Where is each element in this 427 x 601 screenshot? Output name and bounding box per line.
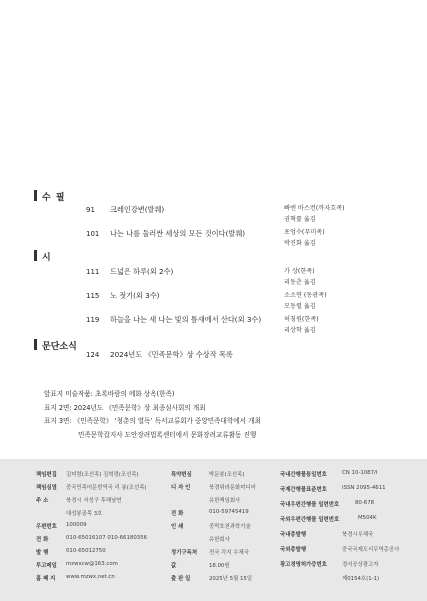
- toc-entry-translator: 모동렬 옮김: [284, 303, 316, 310]
- toc-entry-translator: 리상학 옮김: [284, 327, 316, 334]
- section-title: 문단소식: [42, 342, 77, 352]
- colophon-label: 전 화: [36, 537, 49, 543]
- colophon-label: 국내간행물통일번호: [280, 472, 327, 478]
- colophon-label: 특약편심: [171, 472, 192, 478]
- colophon-value: 중국국제도서무역총공사: [342, 547, 400, 553]
- colophon-label: 투고메일: [36, 563, 57, 569]
- colophon-value: 김미령(조선족) 김혁령(조선족): [66, 472, 139, 478]
- colophon-value: CN 10-1087/I: [342, 470, 378, 476]
- cover-notes: [44, 388, 261, 442]
- colophon-label: 책임편집: [36, 472, 57, 478]
- colophon-value: 100009: [66, 522, 87, 528]
- colophon-value: 전국 각지 우체국: [209, 550, 249, 556]
- note-line: 민족문학잡지사 도안장려법록센터에서 문화장려교류활동 진행: [78, 430, 257, 439]
- section-marker: [34, 339, 37, 350]
- colophon-label: 홈 페 지: [36, 576, 56, 582]
- colophon-value: 중국민족어문번역국 리 봉(조선족): [66, 485, 147, 491]
- colophon-value: 010-65016107 010-66180356: [66, 535, 148, 541]
- toc-page-number: 101: [86, 230, 100, 238]
- colophon-label: 값: [171, 563, 177, 569]
- toc-entry-author: 빠엔 바스컨(까자흐족): [284, 205, 345, 212]
- toc-entry-author: 허칭원(한족): [284, 316, 319, 323]
- colophon-label: 국제간행물표준번호: [280, 487, 327, 493]
- toc-entry-translator: 리동춘 옮김: [284, 279, 316, 286]
- section-marker: [34, 190, 37, 201]
- toc-entry-title: 하늘을 나는 새 나는 빛의 틈새에서 산다(외 3수): [110, 315, 262, 324]
- toc-entry-author: 가 상(한족): [284, 268, 315, 275]
- colophon-value: 2025년 5월 15일: [209, 576, 253, 582]
- toc-entry-title: 크레인강변(발췌): [110, 205, 165, 214]
- colophon-label: 출 판 일: [171, 576, 191, 582]
- note-line: 앞표지 미술작품: 초록바람의 메화 상옥(한족): [44, 390, 175, 398]
- colophon-label: 국내총발행: [280, 532, 307, 538]
- toc-page-number: 119: [86, 316, 100, 324]
- colophon-value: 유한책임회사: [209, 498, 241, 504]
- toc-entry-author: 포엉수(푸미족): [284, 229, 325, 236]
- colophon-value: 북경시 서성구 후해남연: [66, 498, 122, 504]
- note-line: 표지 2면: 2024년도 《민족문학》상 최종심사회의 개최: [44, 403, 206, 412]
- colophon-label: 우편번호: [36, 524, 57, 530]
- toc-entry-author: 소소연 (동광족): [284, 292, 327, 299]
- colophon-value: 010-59745419: [209, 509, 249, 515]
- colophon-label: 주 소: [36, 498, 49, 504]
- colophon-value: 북경시우체국: [342, 532, 374, 538]
- colophon-value: M504K: [358, 515, 377, 521]
- section-marker: [34, 250, 37, 261]
- colophon-value: 유한회사: [209, 537, 230, 543]
- colophon-value: 중막호천과학기술: [209, 524, 251, 530]
- colophon-value: 80-678: [355, 500, 375, 506]
- toc-page-number: 115: [86, 292, 100, 300]
- toc-entry-title: 2024년도 《민족문학》상 수상작 목록: [110, 350, 233, 359]
- toc-entry-title: 나는 나를 둘러싼 세상의 모든 것이다(발췌): [110, 229, 246, 238]
- colophon-label: 국외우편간행물 일련번호: [280, 517, 340, 523]
- colophon-label: 국내우편간행물 일련번호: [280, 502, 340, 508]
- toc-page-number: 111: [86, 268, 100, 276]
- section-title: 수 필: [42, 193, 66, 203]
- colophon-value: www.mzwx.net.cn: [66, 574, 115, 580]
- colophon: [0, 459, 427, 601]
- toc-entry-translator: 권혁률 옮김: [284, 216, 316, 223]
- colophon-label: 전 화: [171, 511, 184, 517]
- toc-page-number: 124: [86, 351, 100, 359]
- colophon-label: 광고경영허가증번호: [280, 562, 327, 568]
- colophon-value: 박문봉(조선족): [209, 472, 245, 478]
- toc-page-number: 91: [86, 206, 95, 214]
- colophon-value: 북경위라문화미디어: [209, 485, 256, 491]
- note-line: 표지 3면: 《민족문학》 ‘청춘의 열독’ 독서교류회가 중앙민족대학에서 개최: [44, 417, 261, 425]
- colophon-value: 제0154호(1-1): [342, 576, 380, 582]
- colophon-label: 인 쇄: [171, 524, 184, 530]
- colophon-label: 발 행: [36, 550, 49, 556]
- colophon-value: 대성봉골목 3호: [66, 511, 103, 517]
- colophon-label: 디 자 인: [171, 485, 191, 491]
- colophon-value: mzwxcw@163.com: [66, 561, 118, 567]
- colophon-value: 010-65012750: [66, 548, 106, 554]
- toc-entry-title: 노 젓기(외 3수): [110, 291, 160, 300]
- colophon-value: ISSN 2095-4611: [342, 485, 386, 491]
- colophon-label: 책임심열: [36, 485, 57, 491]
- colophon-label: 정기구독처: [171, 550, 198, 556]
- colophon-label: 국외총발행: [280, 547, 307, 553]
- colophon-value: 경서공상광고자: [342, 562, 379, 568]
- toc-entry-title: 드넓은 하루(외 2수): [110, 267, 174, 276]
- section-title: 시: [42, 253, 52, 263]
- toc-entry-translator: 박진화 옮김: [284, 240, 316, 247]
- colophon-value: 18.00원: [209, 563, 230, 569]
